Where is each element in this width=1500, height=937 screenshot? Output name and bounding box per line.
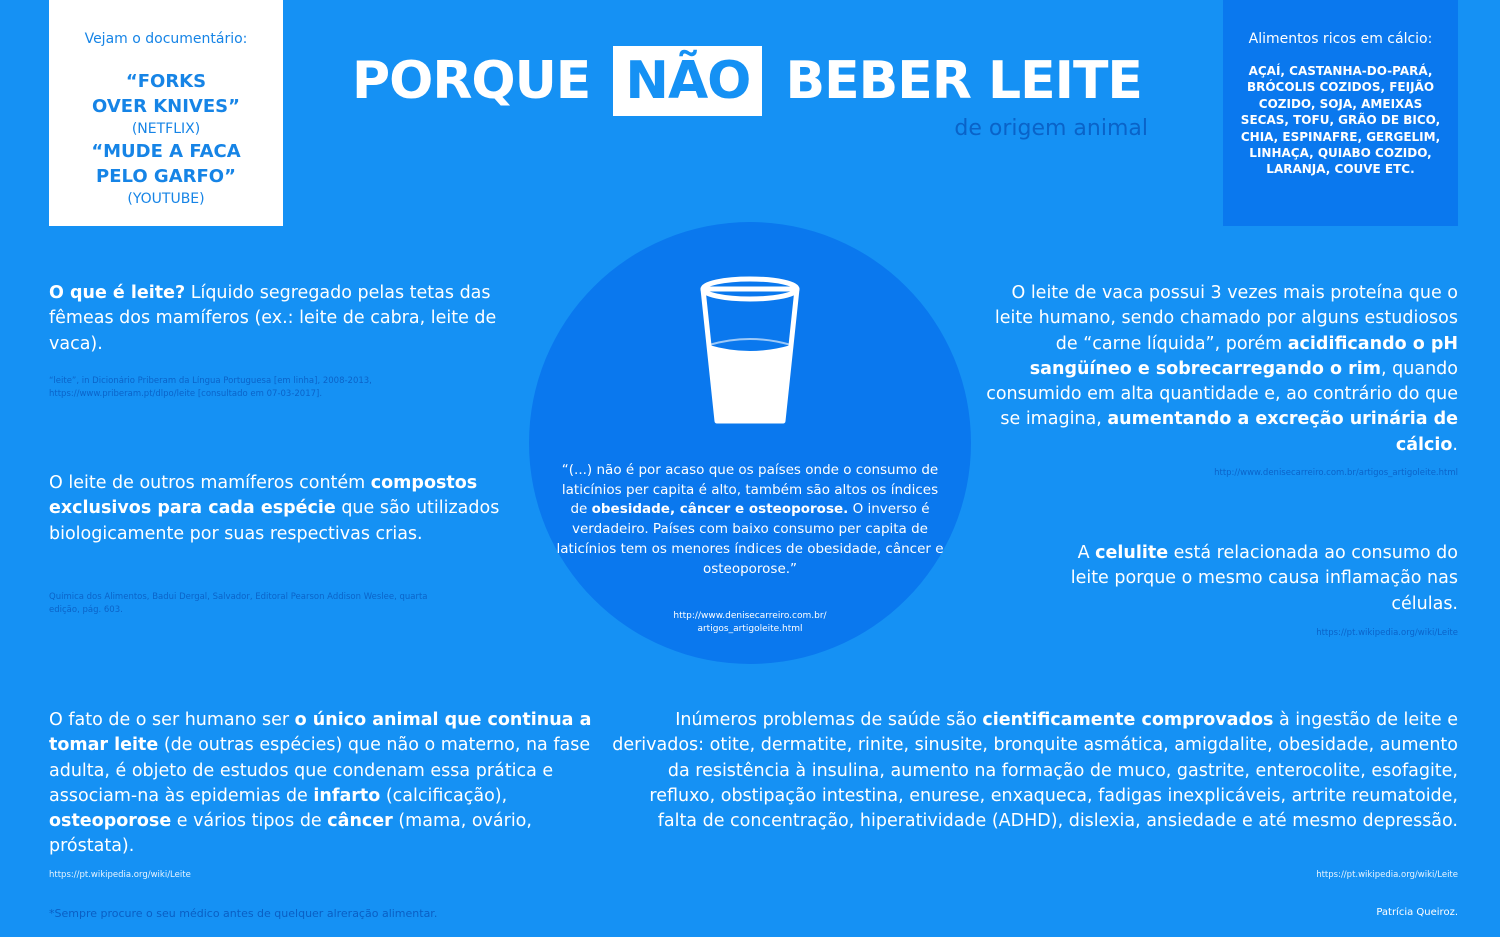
- documentary-title-2-line-1: “MUDE A FACA: [91, 141, 241, 162]
- protein-text-1: O leite de vaca possui 3 vezes mais proteína que o leite humano, sendo chamado por alguns estudiosos de “carne líquida”, porém: [994, 283, 1458, 354]
- headline: [352, 46, 1152, 116]
- quote-text-1: “(...) não é por acaso que os países onde o consumo de laticínios per capita é alto, também são altos os índices de: [561, 462, 939, 518]
- documentary-source-1: (NETFLIX): [131, 121, 201, 137]
- human-text-3: (calcificação),: [380, 785, 508, 806]
- quote-reference-line-2: artigos_artigoleite.html: [697, 623, 803, 634]
- problems-reference: https://pt.wikipedia.org/wiki/Leite: [1316, 870, 1458, 880]
- center-quote: [555, 461, 945, 579]
- cellulite-text-1: A: [1077, 543, 1096, 563]
- mammals-paragraph: [49, 471, 519, 547]
- protein-text-3: .: [1452, 434, 1458, 455]
- documentary-source-2: (YOUTUBE): [127, 191, 205, 207]
- milk-definition-bold: O que é leite?: [49, 283, 186, 303]
- human-reference: https://pt.wikipedia.org/wiki/Leite: [49, 870, 191, 880]
- human-bold-3: osteoporose: [49, 811, 172, 832]
- documentary-card: [49, 0, 283, 226]
- cellulite-text-2: está relacionada ao consumo do leite porque o mesmo causa inflamação nas células.: [1070, 543, 1458, 614]
- headline-word-nao: NÃO: [613, 46, 762, 116]
- human-text-2: (de outras espécies) que não o materno, na fase adulta, é objeto de estudos que condenam essa prática e associam-na às epidemias de: [49, 735, 591, 806]
- quote-reference: [600, 610, 900, 635]
- milk-definition-text: Líquido segregado pelas tetas das fêmeas dos mamíferos (ex.: leite de cabra, leite de vaca).: [49, 283, 497, 354]
- human-text-4: e vários tipos de: [171, 811, 328, 832]
- cellulite-paragraph: [1058, 541, 1458, 617]
- milk-glass-icon: [697, 275, 803, 425]
- problems-text-1: Inúmeros problemas de saúde são: [675, 710, 983, 730]
- protein-text-2: , quando consumido em alta quantidade e, ao contrário do que se imagina,: [986, 358, 1458, 430]
- mammals-reference: Química dos Alimentos, Badui Dergal, Salvador, Editoral Pearson Addison Weslee, quarta edição, pág. 603.: [49, 592, 428, 615]
- mammals-text-1: O leite de outros mamíferos contém: [49, 473, 371, 493]
- milk-definition-reference: “leite”, in Dicionário Priberam da Língua Portuguesa [em linha], 2008-2013, https://www.priberam.pt/dlpo/leite [consultado em 07-03-2017].: [49, 376, 372, 399]
- human-text-5: (mama, ovário, próstata).: [49, 811, 532, 857]
- documentary-title-2-line-2: PELO GARFO”: [96, 166, 236, 187]
- protein-reference: http://www.denisecarreiro.com.br/artigos_artigoleite.html: [1214, 468, 1458, 478]
- mammals-text-2: que são utilizados biologicamente por suas respectivas crias.: [49, 498, 500, 544]
- calcium-food-list: AÇAÍ, CASTANHA-DO-PARÁ, BRÓCOLIS COZIDOS, FEIJÃO COZIDO, SOJA, AMEIXAS SECAS, TOFU, GRÃO DE BICO, CHIA, ESPINAFRE, GERGELIM, LINHAÇA, QUIABO COZIDO, LARANJA, COUVE ETC.: [1240, 64, 1441, 177]
- human-bold-2: infarto: [313, 785, 381, 806]
- protein-bold-1: acidificando o pH sangüíneo e sobrecarregando o rim: [1029, 333, 1458, 379]
- quote-bold-1: obesidade, câncer e osteoporose.: [591, 501, 849, 518]
- headline-word-beber-leite: BEBER LEITE: [785, 51, 1142, 111]
- subtitle: de origem animal: [954, 116, 1148, 141]
- disclaimer: *Sempre procure o seu médico antes de quelquer alreração alimentar.: [49, 907, 438, 920]
- quote-reference-line-1: http://www.denisecarreiro.com.br/: [673, 611, 827, 621]
- problems-paragraph: [610, 708, 1458, 834]
- author-credit: Patrícia Queiroz.: [1376, 907, 1458, 918]
- mammals-bold: compostos exclusivos para cada espécie: [49, 473, 478, 519]
- protein-paragraph: [980, 281, 1458, 458]
- human-text-1: O fato de o ser humano ser: [49, 710, 295, 730]
- cellulite-reference: https://pt.wikipedia.org/wiki/Leite: [1316, 628, 1458, 638]
- problems-bold: cientificamente comprovados: [982, 710, 1274, 730]
- cellulite-bold: celulite: [1095, 543, 1169, 563]
- documentary-title-1-line-1: “FORKS: [125, 71, 207, 92]
- headline-word-porque: PORQUE: [352, 51, 591, 111]
- calcium-card: [1223, 0, 1458, 226]
- human-paragraph: [49, 708, 609, 860]
- human-bold-4: câncer: [327, 811, 393, 832]
- problems-text-2: à ingestão de leite e derivados: otite, dermatite, rinite, sinusite, bronquite asmática, amigdalite, obesidade, aumento da resistência à insulina, aumento na formação de muco, gastrite, enterocolite, esofagite, refluxo, obstipação intestina, enurese, enxaqueca, fadigas inexplicáveis, artrite reumatoide, falta de concentração, hiperatividade (ADHD), dislexia, ansiedade e até mesmo depressão.: [612, 710, 1458, 832]
- milk-definition: [49, 281, 519, 357]
- protein-bold-2: aumentando a excreção urinária de cálcio: [1107, 409, 1458, 455]
- documentary-intro: Vejam o documentário:: [84, 31, 248, 47]
- documentary-title-1-line-2: OVER KNIVES”: [92, 96, 240, 117]
- quote-text-2: O inverso é verdadeiro. Países com baixo consumo per capita de laticínios tem os menores índices de obesidade, câncer e osteoporose.”: [556, 501, 944, 577]
- human-bold-1: o único animal que continua a tomar leite: [49, 710, 592, 756]
- calcium-heading: Alimentos ricos em cálcio:: [1248, 31, 1433, 47]
